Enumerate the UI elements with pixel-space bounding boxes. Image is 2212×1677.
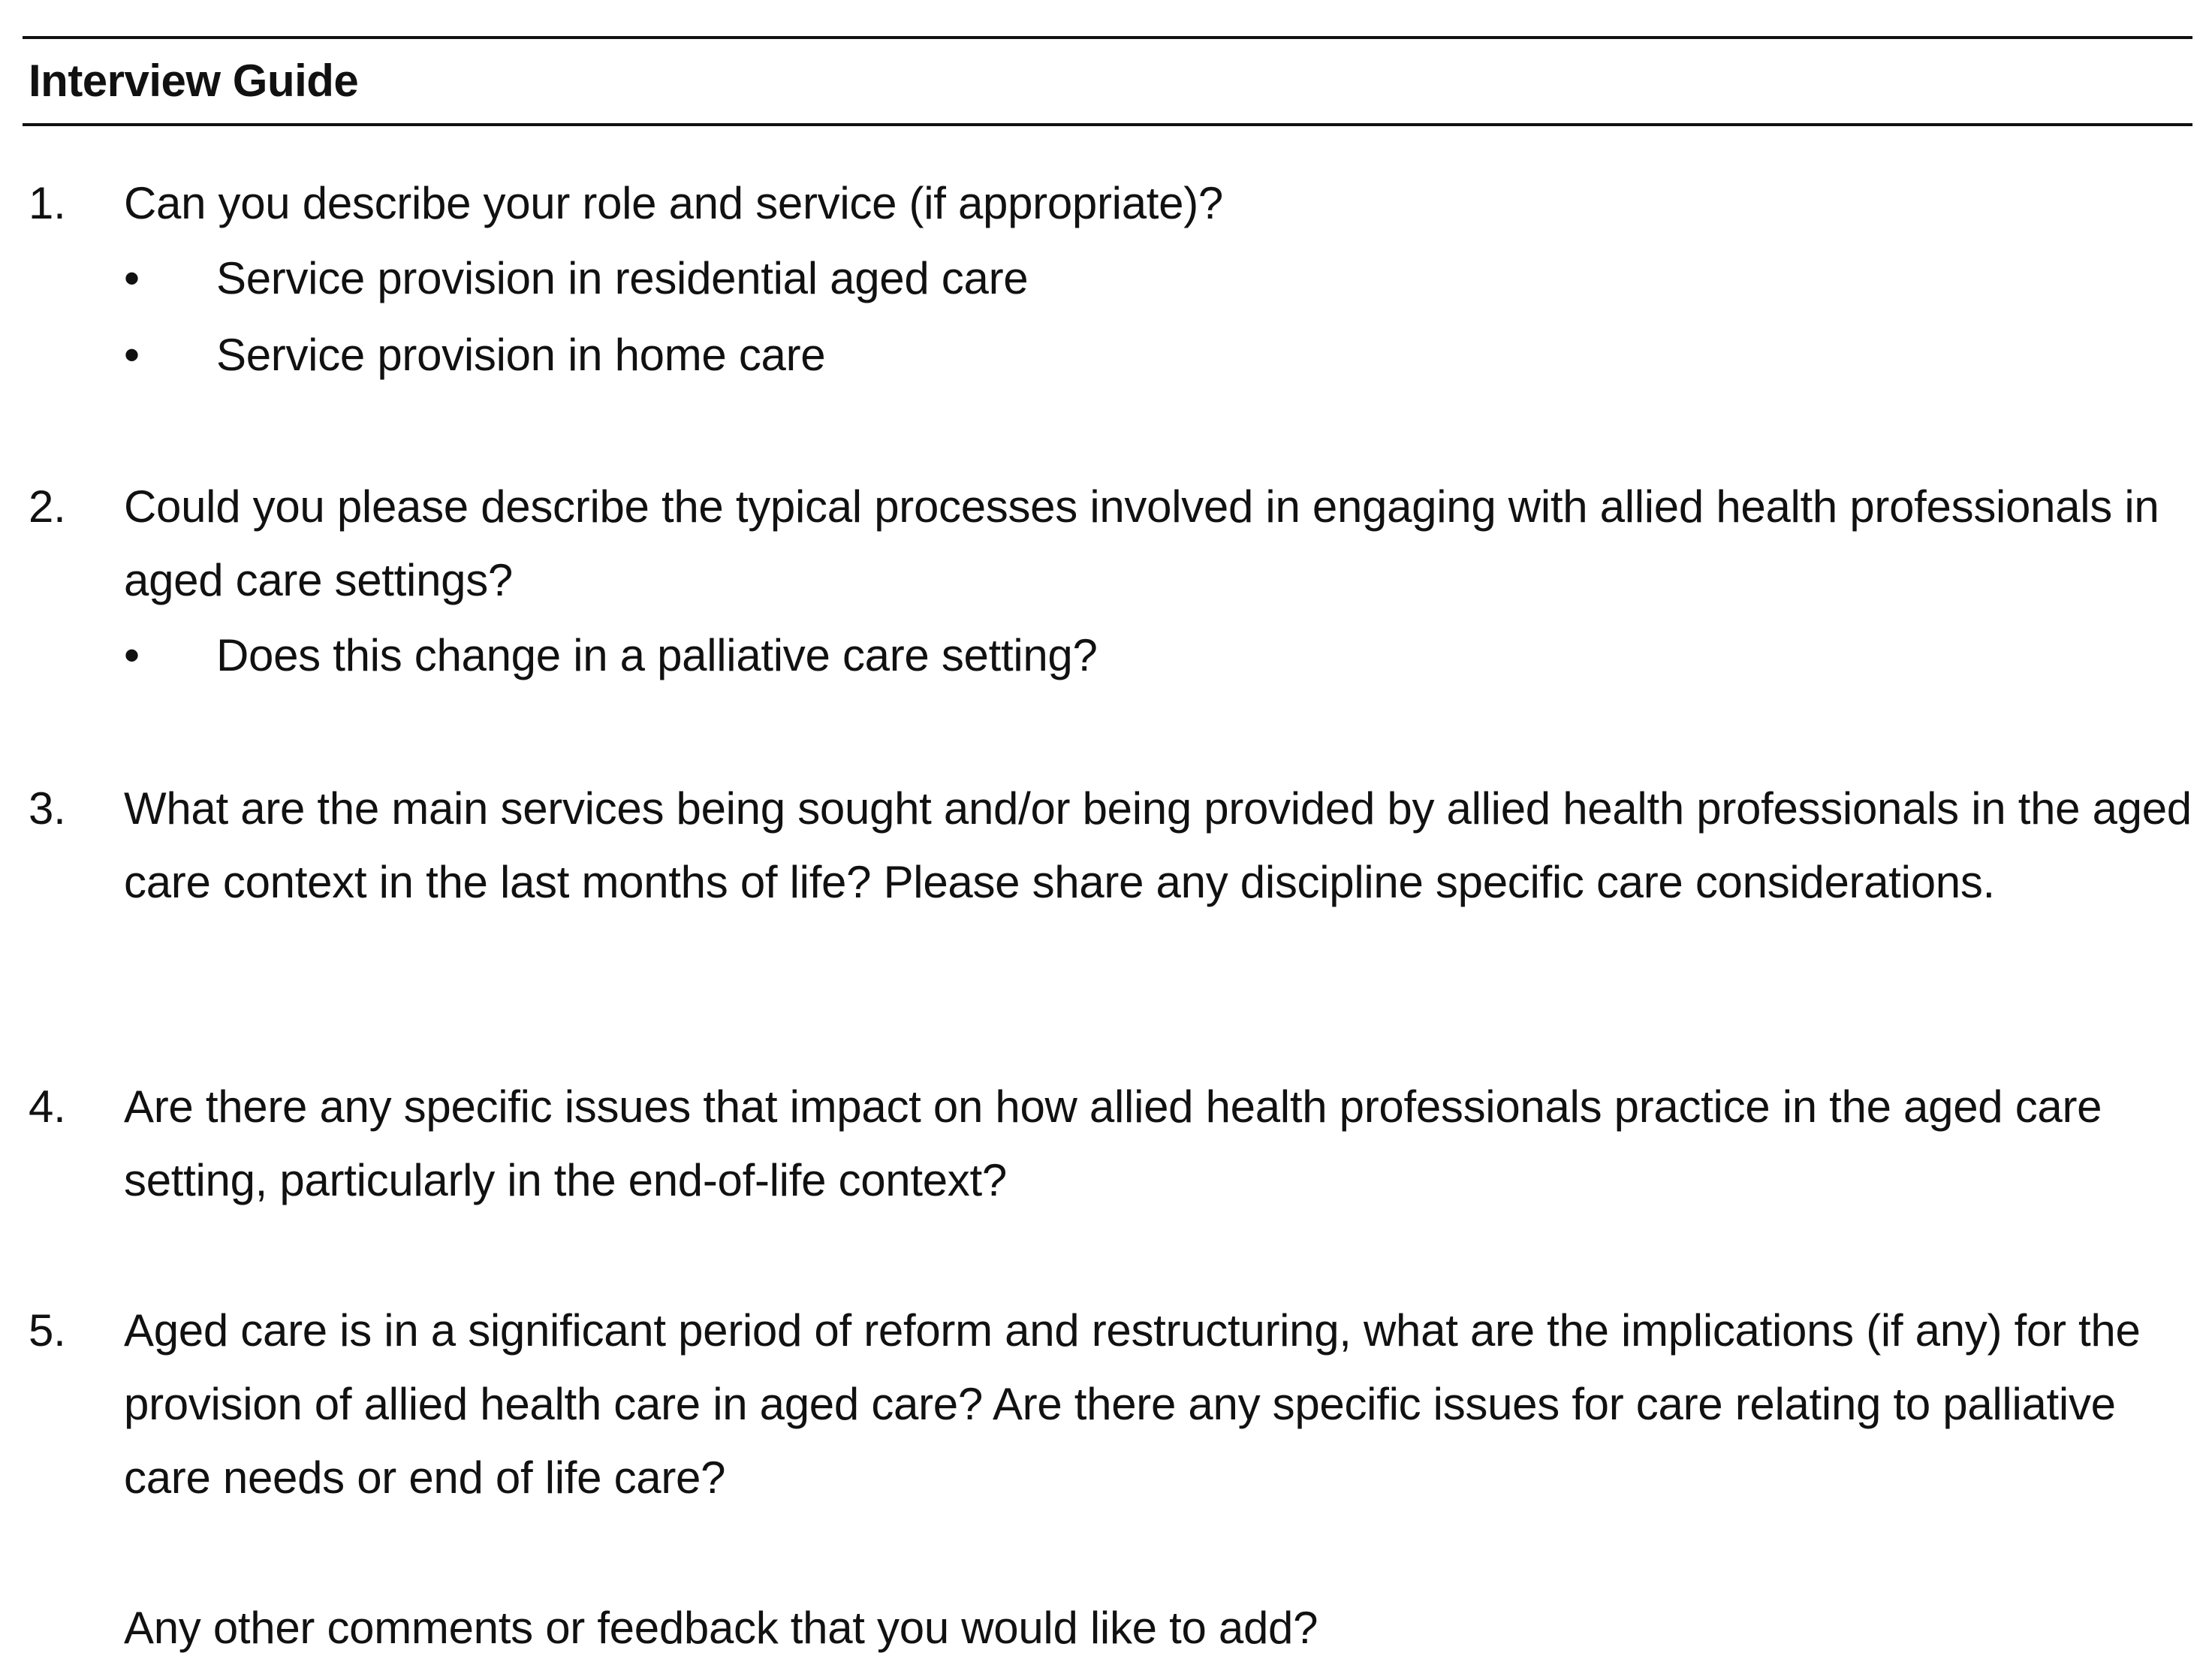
bullet-text: Service provision in home care	[216, 330, 826, 380]
question-text: Can you describe your role and service (if appropriate)?	[124, 178, 1223, 228]
heading-rule	[23, 123, 2192, 126]
question-number: 1.	[29, 178, 66, 228]
bullet-icon: •	[124, 330, 140, 380]
bullet-item	[124, 617, 2198, 694]
bullet-text: Service provision in residential aged care	[216, 253, 1029, 303]
question-text: Could you please describe the typical processes involved in engaging with allied health professionals in aged care settings?	[124, 481, 2159, 605]
top-rule	[23, 36, 2192, 39]
question-number: 2.	[29, 481, 66, 532]
question-number: 5.	[29, 1305, 66, 1356]
bullet-item	[124, 317, 2198, 394]
question-number: 3.	[29, 783, 66, 834]
question-4	[29, 1070, 2198, 1217]
question-text: Aged care is in a significant period of reform and restructuring, what are the implications (if any) for the provision of allied health care in aged care? Are there any specific issues for care relating to palliative care needs or end of life care?	[124, 1305, 2141, 1503]
question-2	[29, 470, 2198, 694]
bullet-icon: •	[124, 630, 140, 680]
question-3	[29, 772, 2198, 919]
bullet-text: Does this change in a palliative care setting?	[216, 630, 1098, 680]
bullet-item	[124, 240, 2198, 317]
question-bullets	[124, 617, 2198, 694]
bullet-icon: •	[124, 253, 140, 303]
question-5	[29, 1294, 2198, 1515]
question-bullets	[124, 240, 2198, 394]
question-number: 4.	[29, 1081, 66, 1132]
closing-question: Any other comments or feedback that you would like to add?	[124, 1603, 1318, 1653]
page-title: Interview Guide	[29, 56, 359, 106]
question-text: What are the main services being sought and/or being provided by allied health professionals in the aged care context in the last months of life? Please share any discipline specific care considerations.	[124, 783, 2192, 907]
question-1	[29, 167, 2198, 394]
question-text: Are there any specific issues that impact on how allied health professionals practice in the aged care setting, particularly in the end-of-life context?	[124, 1081, 2102, 1205]
